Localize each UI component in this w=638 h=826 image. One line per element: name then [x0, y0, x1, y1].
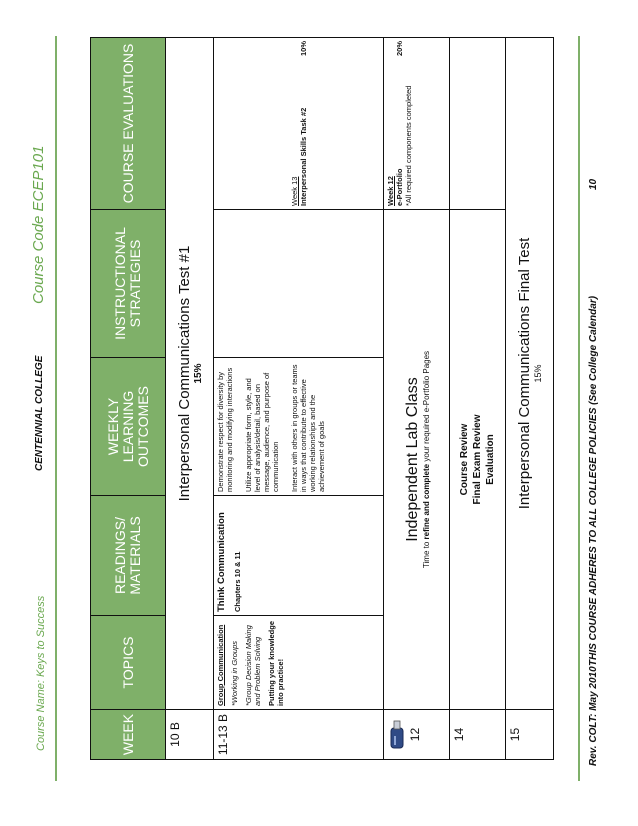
row-week-12 — [384, 38, 450, 760]
week-14-cell: 14 — [450, 710, 506, 760]
evaluation-skills-task-cell — [214, 38, 384, 210]
lab-subtitle-post: your required e-Portfolio Pages — [422, 350, 431, 464]
lab-subtitle-pre: Time to — [422, 539, 431, 569]
usb-drive-icon — [386, 718, 408, 752]
readings-cell — [214, 496, 384, 616]
eval-eportfolio-line — [395, 41, 404, 206]
row-week-11-13 — [214, 38, 384, 760]
week-12-cell — [384, 710, 450, 760]
col-topics: TOPICS — [91, 616, 166, 710]
evaluation-line: Evaluation — [485, 434, 496, 485]
course-code: Course Code ECEP101 — [30, 145, 47, 304]
row-week-14 — [450, 38, 506, 760]
week-12-label: 12 — [408, 727, 422, 742]
lab-class-subtitle — [422, 213, 431, 706]
eval-eportfolio-percent: 20% — [395, 41, 404, 57]
final-test-cell — [506, 38, 554, 710]
eval-skills-task-percent: 10% — [298, 41, 308, 57]
test-1-percent: 15% — [192, 363, 204, 384]
topics-cell — [214, 616, 384, 710]
eval-skills-task-line — [299, 41, 308, 206]
header-rule — [55, 36, 57, 781]
row-week-15 — [506, 38, 554, 760]
eval-eportfolio-note: *All required components completed — [404, 85, 413, 206]
lab-class-cell — [384, 210, 450, 710]
course-name: Course Name: Keys to Success — [35, 595, 47, 751]
col-week: WEEK — [91, 710, 166, 760]
footer-rule — [578, 36, 580, 781]
topic-practice: Putting your knowledge into practice! — [267, 620, 285, 706]
lab-class-title: Independent Lab Class — [404, 377, 421, 542]
topic-working-groups: *Working in Groups — [230, 640, 239, 706]
evaluation-empty-cell — [450, 38, 506, 210]
eval-week-13: Week 13 — [289, 176, 299, 206]
course-calendar-table — [90, 37, 554, 760]
col-readings: READINGS/ MATERIALS — [91, 496, 166, 616]
evaluation-eportfolio-cell — [384, 38, 450, 210]
final-test-title: Interpersonal Communications Final Test — [516, 237, 533, 510]
header-row — [91, 38, 166, 760]
week-11-13-cell: 11-13 B — [214, 710, 384, 760]
outcome-2: Utilize appropriate form, style, and level of analysis/detail, based on message, audience, and purpose of communication — [244, 372, 280, 492]
lab-subtitle-bold: refine and complete — [422, 463, 431, 540]
col-outcomes: WEEKLY LEARNING OUTCOMES — [91, 358, 166, 496]
eval-eportfolio-title: e-Portfolio — [395, 168, 404, 206]
week-10-cell: 10 B — [166, 710, 214, 760]
reading-title: Think Communication — [216, 512, 227, 612]
outcomes-cell — [214, 358, 384, 496]
week-15-cell: 15 — [506, 710, 554, 760]
topic-decision-making: *Group Decision Making and Problem Solving — [244, 625, 262, 706]
col-evaluations: COURSE EVALUATIONS — [91, 38, 166, 210]
course-review: Course Review — [459, 423, 470, 496]
final-test-percent: 15% — [533, 364, 543, 383]
reading-chapters: Chapters 10 & 11 — [233, 551, 242, 612]
strategies-cell — [214, 210, 384, 358]
eval-skills-task-title: Interpersonal Skills Task #2 — [298, 107, 308, 206]
row-week-10 — [166, 38, 214, 760]
college-name: CENTENNIAL COLLEGE — [34, 355, 45, 471]
outcome-1: Demonstrate respect for diversity by monitoring and modifying interactions — [216, 367, 234, 492]
col-strategies: INSTRUCTIONAL STRATEGIES — [91, 210, 166, 358]
outcome-3: Interact with others in groups or teams in ways that contribute to effective working relationships and the achievement of goals — [290, 364, 326, 492]
revision-note: Rev. COLT: May 2010 — [588, 666, 599, 766]
final-exam-review: Final Exam Review — [472, 414, 483, 505]
policy-note: THIS COURSE ADHERES TO ALL COLLEGE POLICIES (See College Calendar) — [588, 295, 599, 666]
eval-week-12: Week 12 — [386, 176, 395, 206]
topic-heading: Group Communication — [216, 624, 225, 706]
page-number: 10 — [588, 178, 599, 190]
test-1-cell — [166, 38, 214, 710]
test-1-title: Interpersonal Communications Test #1 — [175, 245, 193, 502]
review-cell — [450, 210, 506, 710]
